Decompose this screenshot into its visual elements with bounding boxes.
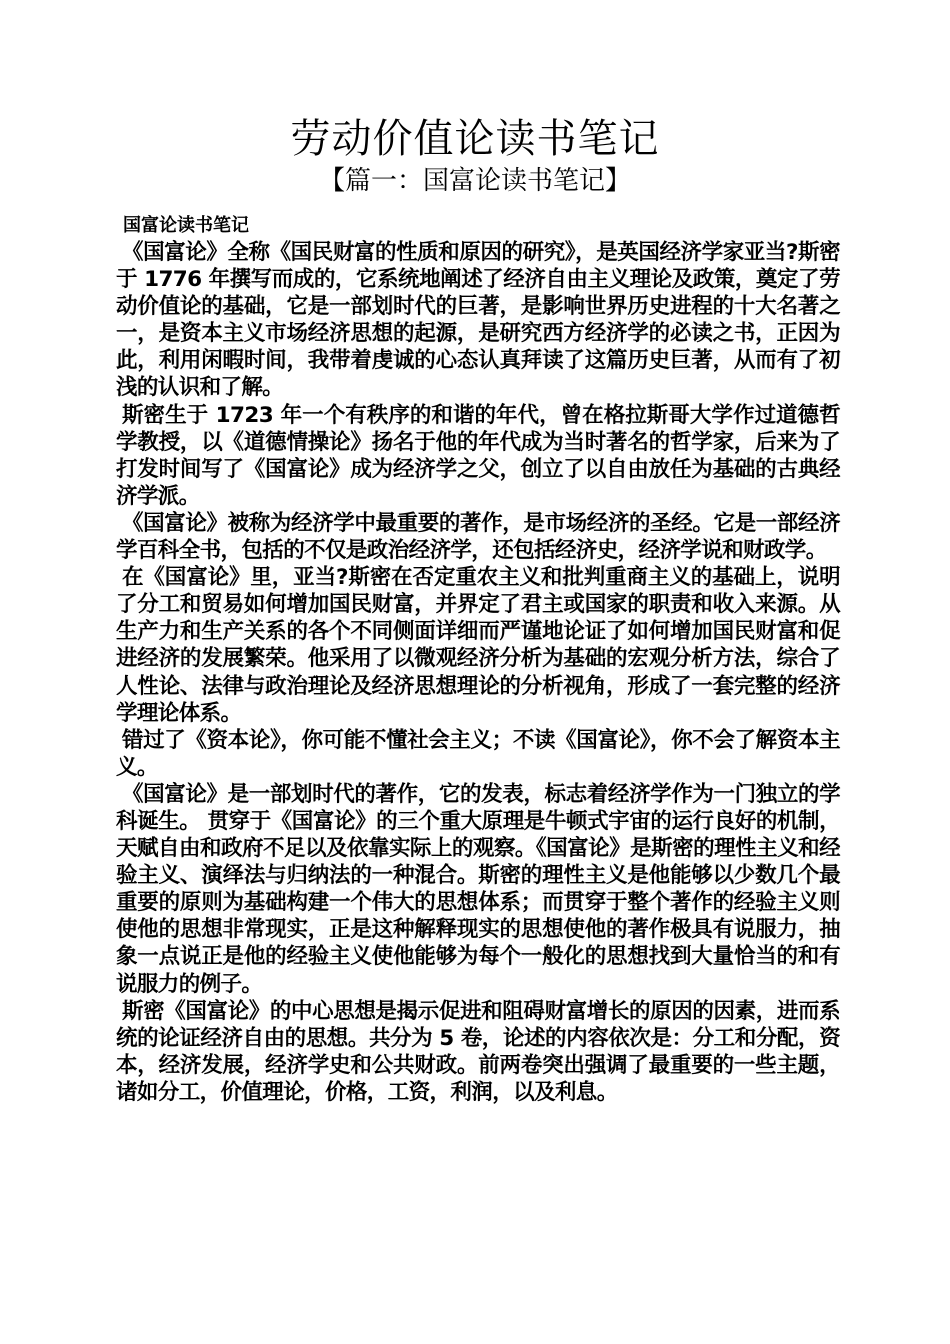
document-subtitle: 【篇一：国富论读书笔记】: [318, 166, 631, 196]
paragraph: 错过了《资本论》，你可能不懂社会主义；不读《国富论》，你不会了解资本主义。: [116, 727, 840, 780]
paragraph: 斯密生于 1723 年一个有秩序的和谐的年代，曾在格拉斯哥大学作过道德哲学教授，以《道德情操论》扬名于他的年代成为当时著名的哲学家，后来为了打发时间写了《国富论》成为经济学之父，创立了以自由放任为基础的古典经济学派。: [116, 402, 840, 509]
paragraph: 斯密《国富论》的中心思想是揭示促进和阻碍财富增长的原因的因素，进而系统的论证经济自由的思想。共分为 5 卷，论述的内容依次是：分工和分配，资本，经济发展，经济学史和公共财政。前两卷突出强调了最重要的一些主题，诸如分工，价值理论，价格，工资，利润，以及利息。: [116, 998, 840, 1105]
paragraph: 在《国富论》里，亚当?斯密在否定重农主义和批判重商主义的基础上，说明了分工和贸易如何增加国民财富，并界定了君主或国家的职责和收入来源。从生产力和生产关系的各个不同侧面详细而严谨地论证了如何增加国民财富和促进经济的发展繁荣。他采用了以微观经济分析为基础的宏观分析方法，综合了人性论、法律与政治理论及经济思想理论的分析视角，形成了一套完整的经济学理论体系。: [116, 565, 840, 726]
paragraph: 《国富论》全称《国民财富的性质和原因的研究》，是英国经济学家亚当?斯密于 1776 年撰写而成的，它系统地阐述了经济自由主义理论及政策，奠定了劳动价值论的基础，它是一部划时代的巨著，是影响世界历史进程的十大名著之一，是资本主义市场经济思想的起源，是研究西方经济学的必读之书，正因为此，利用闲暇时间，我带着虔诚的心态认真拜读了这篇历史巨著，从而有了初浅的认识和了解。: [116, 240, 840, 401]
section-heading: 国富论读书笔记: [123, 215, 249, 236]
paragraph: 《国富论》是一部划时代的著作，它的发表，标志着经济学作为一门独立的学科诞生。 贯穿于《国富论》的三个重大原理是牛顿式宇宙的运行良好的机制，天赋自由和政府不足以及依靠实际上的观察。《国富论》是斯密的理性主义和经验主义、演绎法与归纳法的一种混合。斯密的理性主义是他能够以少数几个最重要的原则为基础构建一个伟大的思想体系；而贯穿于整个著作的经验主义则使他的思想非常现实，正是这种解释现实的思想使他的著作极具有说服力，抽象一点说正是他的经验主义使他能够为每个一般化的思想找到大量恰当的和有说服力的例子。: [116, 781, 840, 997]
document-title: 劳动价值论读书笔记: [290, 116, 660, 162]
document-body: [116, 212, 840, 1106]
paragraph: 《国富论》被称为经济学中最重要的著作，是市场经济的圣经。它是一部经济学百科全书，包括的不仅是政治经济学，还包括经济史，经济学说和财政学。: [116, 510, 840, 564]
